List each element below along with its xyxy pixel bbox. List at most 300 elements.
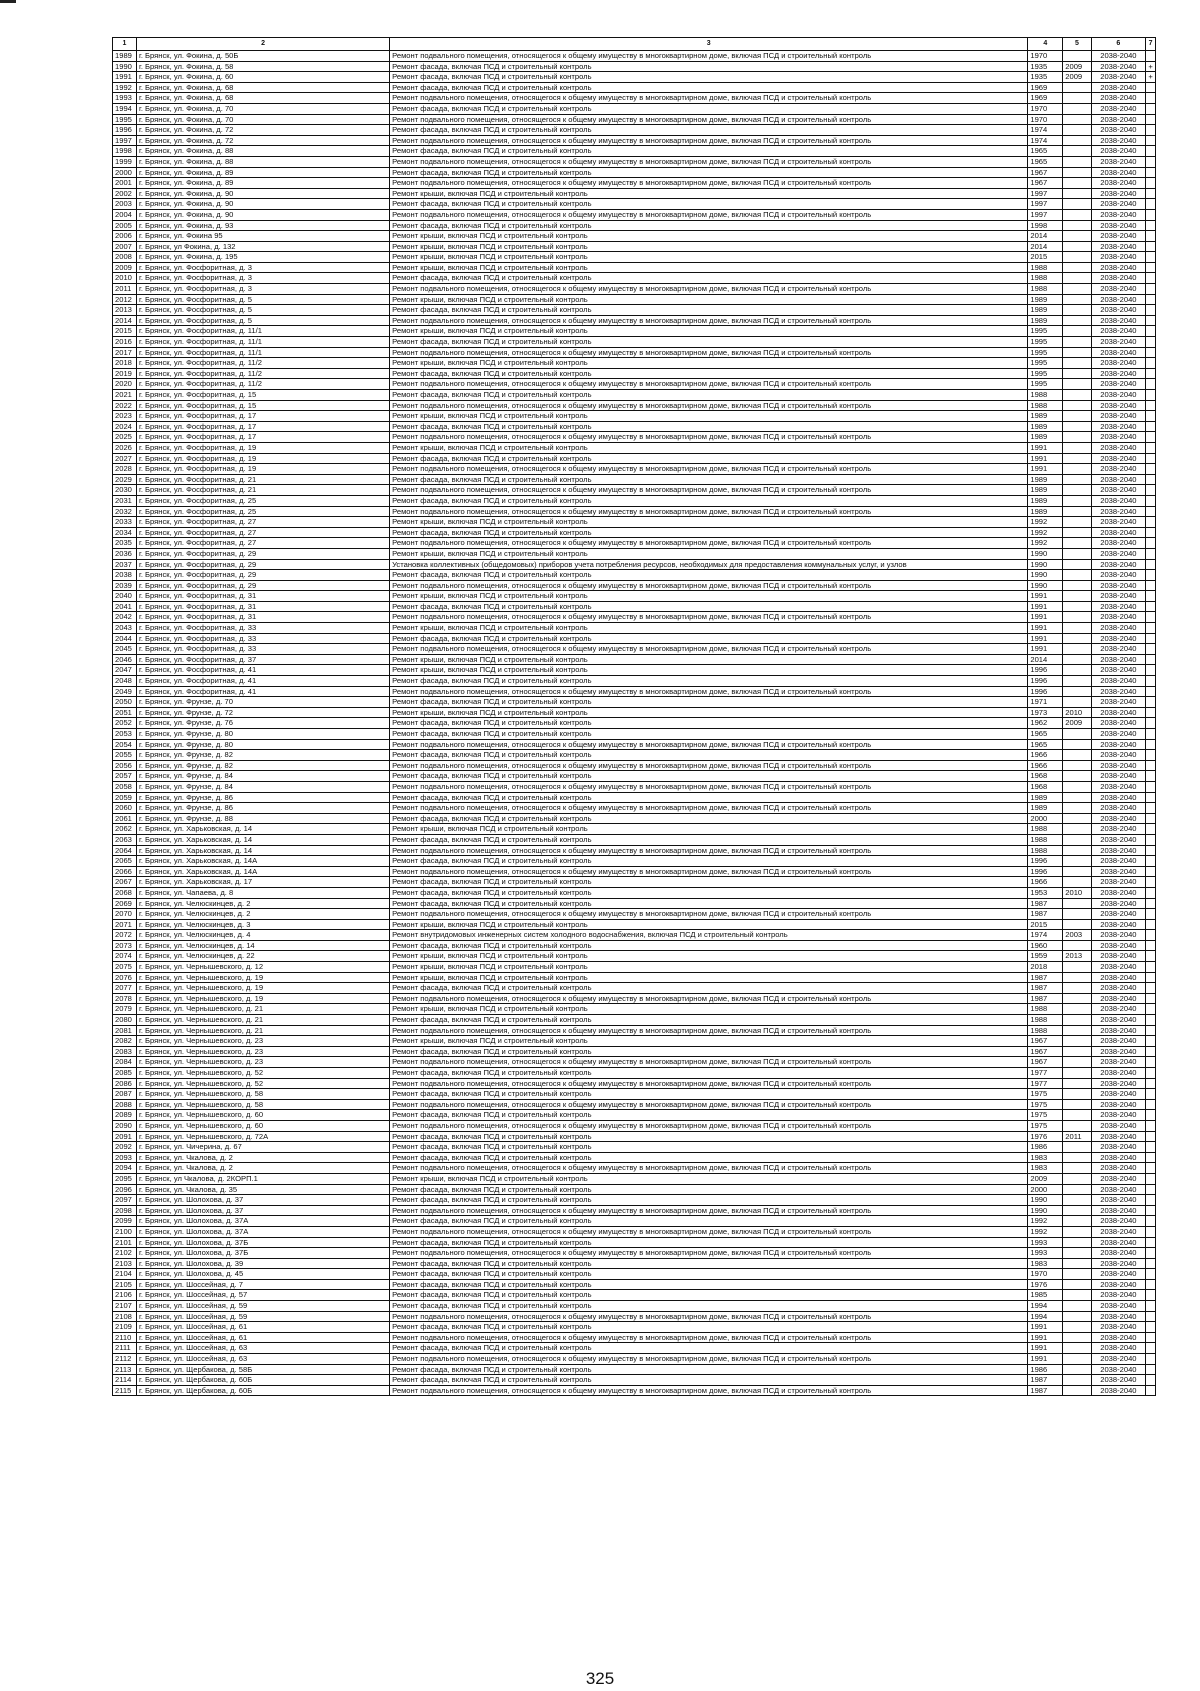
cell-work-type: Ремонт фасада, включая ПСД и строительный контроль xyxy=(390,474,1028,485)
cell-work-type: Ремонт подвального помещения, относящегося к общему имуществу в многоквартирном доме, включая ПСД и строительный контроль xyxy=(390,464,1028,475)
cell-row-number: 2005 xyxy=(113,220,137,231)
cell-work-type: Ремонт фасада, включая ПСД и строительный контроль xyxy=(390,1279,1028,1290)
cell-planned-period: 2038-2040 xyxy=(1091,474,1146,485)
cell-planned-period: 2038-2040 xyxy=(1091,792,1146,803)
cell-row-number: 2069 xyxy=(113,898,137,909)
table-row xyxy=(113,262,1156,273)
cell-address: г. Брянск, ул. Харьковская, д. 14А xyxy=(137,856,390,867)
cell-work-type: Ремонт фасада, включая ПСД и строительный контроль xyxy=(390,792,1028,803)
cell-build-year: 1996 xyxy=(1028,686,1063,697)
cell-work-type: Ремонт фасада, включая ПСД и строительный контроль xyxy=(390,305,1028,316)
cell-planned-period: 2038-2040 xyxy=(1091,1269,1146,1280)
cell-last-repair-year xyxy=(1063,1036,1091,1047)
cell-address: г. Брянск, ул. Челюскинцев, д. 3 xyxy=(137,919,390,930)
cell-last-repair-year xyxy=(1063,273,1091,284)
table-row xyxy=(113,750,1156,761)
cell-work-type: Ремонт крыши, включая ПСД и строительный контроль xyxy=(390,1173,1028,1184)
cell-row-number: 2075 xyxy=(113,962,137,973)
cell-last-repair-year xyxy=(1063,813,1091,824)
cell-last-repair-year xyxy=(1063,824,1091,835)
cell-planned-period: 2038-2040 xyxy=(1091,114,1146,125)
cell-row-number: 2051 xyxy=(113,707,137,718)
table-row xyxy=(113,347,1156,358)
cell-row-number: 2061 xyxy=(113,813,137,824)
cell-work-type: Ремонт подвального помещения, относящегося к общему имуществу в многоквартирном доме, включая ПСД и строительный контроль xyxy=(390,1226,1028,1237)
table-row xyxy=(113,1332,1156,1343)
cell-build-year: 1971 xyxy=(1028,697,1063,708)
cell-work-type: Ремонт фасада, включая ПСД и строительный контроль xyxy=(390,1089,1028,1100)
cell-work-type: Ремонт фасада, включая ПСД и строительный контроль xyxy=(390,1152,1028,1163)
table-row xyxy=(113,972,1156,983)
header-col-5: 5 xyxy=(1063,38,1091,51)
cell-address: г. Брянск, ул. Щербакова, д. 60Б xyxy=(137,1375,390,1386)
cell-address: г. Брянск, ул. Фокина, д. 68 xyxy=(137,82,390,93)
cell-address: г. Брянск, ул. Щербакова, д. 60Б xyxy=(137,1385,390,1396)
cell-flag xyxy=(1146,1237,1156,1248)
cell-address: г. Брянск, ул. Фокина, д. 90 xyxy=(137,199,390,210)
cell-work-type: Ремонт фасада, включая ПСД и строительный контроль xyxy=(390,633,1028,644)
cell-row-number: 2110 xyxy=(113,1332,137,1343)
cell-build-year: 1960 xyxy=(1028,940,1063,951)
table-row xyxy=(113,538,1156,549)
cell-work-type: Ремонт крыши, включая ПСД и строительный контроль xyxy=(390,442,1028,453)
table-row xyxy=(113,591,1156,602)
cell-work-type: Ремонт фасада, включая ПСД и строительный контроль xyxy=(390,729,1028,740)
cell-planned-period: 2038-2040 xyxy=(1091,1332,1146,1343)
cell-build-year: 1990 xyxy=(1028,1205,1063,1216)
cell-address: г. Брянск, ул. Чернышевского, д. 58 xyxy=(137,1099,390,1110)
cell-work-type: Ремонт крыши, включая ПСД и строительный контроль xyxy=(390,1004,1028,1015)
cell-build-year: 1967 xyxy=(1028,178,1063,189)
cell-planned-period: 2038-2040 xyxy=(1091,760,1146,771)
cell-planned-period: 2038-2040 xyxy=(1091,1089,1146,1100)
cell-last-repair-year xyxy=(1063,548,1091,559)
cell-build-year: 2015 xyxy=(1028,252,1063,263)
cell-address: г. Брянск, ул. Фосфоритная, д. 31 xyxy=(137,591,390,602)
table-row xyxy=(113,1248,1156,1259)
cell-row-number: 2028 xyxy=(113,464,137,475)
cell-build-year: 1994 xyxy=(1028,1301,1063,1312)
cell-last-repair-year xyxy=(1063,1152,1091,1163)
cell-last-repair-year xyxy=(1063,114,1091,125)
table-row xyxy=(113,739,1156,750)
cell-address: г. Брянск, ул. Чернышевского, д. 52 xyxy=(137,1068,390,1079)
cell-work-type: Ремонт подвального помещения, относящегося к общему имуществу в многоквартирном доме, включая ПСД и строительный контроль xyxy=(390,315,1028,326)
cell-flag xyxy=(1146,707,1156,718)
cell-address: г. Брянск, ул. Шоссейная, д. 61 xyxy=(137,1332,390,1343)
table-row xyxy=(113,209,1156,220)
cell-planned-period: 2038-2040 xyxy=(1091,1057,1146,1068)
cell-address: г. Брянск, ул. Фосфоритная, д. 41 xyxy=(137,665,390,676)
cell-address: г. Брянск, ул. Фосфоритная, д. 31 xyxy=(137,601,390,612)
table-row xyxy=(113,1142,1156,1153)
cell-row-number: 2024 xyxy=(113,421,137,432)
cell-address: г. Брянск, ул. Шолохова, д. 37А xyxy=(137,1226,390,1237)
table-row xyxy=(113,442,1156,453)
cell-planned-period: 2038-2040 xyxy=(1091,1375,1146,1386)
cell-flag xyxy=(1146,1332,1156,1343)
cell-flag xyxy=(1146,1004,1156,1015)
cell-address: г. Брянск, ул. Фокина, д. 90 xyxy=(137,188,390,199)
cell-work-type: Ремонт фасада, включая ПСД и строительный контроль xyxy=(390,1184,1028,1195)
cell-work-type: Ремонт фасада, включая ПСД и строительный контроль xyxy=(390,103,1028,114)
cell-work-type: Ремонт фасада, включая ПСД и строительный контроль xyxy=(390,676,1028,687)
cell-flag xyxy=(1146,178,1156,189)
cell-last-repair-year xyxy=(1063,1269,1091,1280)
cell-flag xyxy=(1146,273,1156,284)
cell-row-number: 1989 xyxy=(113,51,137,62)
table-row xyxy=(113,1036,1156,1047)
cell-address: г. Брянск, ул. Чернышевского, д. 21 xyxy=(137,1025,390,1036)
cell-planned-period: 2038-2040 xyxy=(1091,1385,1146,1396)
cell-address: г. Брянск, ул. Фрунзе, д. 84 xyxy=(137,781,390,792)
cell-flag xyxy=(1146,676,1156,687)
cell-flag xyxy=(1146,390,1156,401)
table-row xyxy=(113,368,1156,379)
cell-work-type: Ремонт фасада, включая ПСД и строительный контроль xyxy=(390,856,1028,867)
cell-address: г. Брянск, ул Чкалова, д. 2КОРП.1 xyxy=(137,1173,390,1184)
cell-build-year: 1995 xyxy=(1028,368,1063,379)
cell-build-year: 1995 xyxy=(1028,347,1063,358)
cell-flag xyxy=(1146,792,1156,803)
cell-planned-period: 2038-2040 xyxy=(1091,718,1146,729)
repair-registry-table xyxy=(112,37,1156,1396)
cell-address: г. Брянск, ул. Фосфоритная, д. 11/1 xyxy=(137,326,390,337)
cell-row-number: 2086 xyxy=(113,1078,137,1089)
cell-flag xyxy=(1146,400,1156,411)
cell-flag xyxy=(1146,1205,1156,1216)
cell-last-repair-year xyxy=(1063,697,1091,708)
cell-work-type: Ремонт крыши, включая ПСД и строительный контроль xyxy=(390,241,1028,252)
table-row xyxy=(113,676,1156,687)
cell-last-repair-year xyxy=(1063,792,1091,803)
cell-flag xyxy=(1146,464,1156,475)
cell-build-year: 1988 xyxy=(1028,834,1063,845)
cell-work-type: Ремонт подвального помещения, относящегося к общему имуществу в многоквартирном доме, включая ПСД и строительный контроль xyxy=(390,506,1028,517)
cell-row-number: 2074 xyxy=(113,951,137,962)
cell-build-year: 1988 xyxy=(1028,845,1063,856)
cell-row-number: 2076 xyxy=(113,972,137,983)
cell-address: г. Брянск, ул. Фрунзе, д. 70 xyxy=(137,697,390,708)
cell-work-type: Ремонт подвального помещения, относящегося к общему имуществу в многоквартирном доме, включая ПСД и строительный контроль xyxy=(390,760,1028,771)
cell-planned-period: 2038-2040 xyxy=(1091,337,1146,348)
cell-last-repair-year xyxy=(1063,1089,1091,1100)
cell-flag xyxy=(1146,506,1156,517)
cell-flag xyxy=(1146,135,1156,146)
cell-last-repair-year xyxy=(1063,93,1091,104)
cell-flag xyxy=(1146,527,1156,538)
cell-build-year: 1975 xyxy=(1028,1089,1063,1100)
cell-work-type: Ремонт подвального помещения, относящегося к общему имуществу в многоквартирном доме, включая ПСД и строительный контроль xyxy=(390,866,1028,877)
cell-last-repair-year xyxy=(1063,209,1091,220)
cell-flag xyxy=(1146,877,1156,888)
cell-work-type: Ремонт подвального помещения, относящегося к общему имуществу в многоквартирном доме, включая ПСД и строительный контроль xyxy=(390,781,1028,792)
cell-planned-period: 2038-2040 xyxy=(1091,750,1146,761)
cell-last-repair-year xyxy=(1063,1237,1091,1248)
cell-work-type: Ремонт крыши, включая ПСД и строительный контроль xyxy=(390,252,1028,263)
cell-last-repair-year xyxy=(1063,464,1091,475)
cell-build-year: 1970 xyxy=(1028,103,1063,114)
cell-last-repair-year xyxy=(1063,1216,1091,1227)
table-row xyxy=(113,1311,1156,1322)
table-row xyxy=(113,1237,1156,1248)
cell-last-repair-year xyxy=(1063,739,1091,750)
cell-last-repair-year xyxy=(1063,1311,1091,1322)
cell-address: г. Брянск, ул. Чернышевского, д. 19 xyxy=(137,983,390,994)
table-row xyxy=(113,1120,1156,1131)
cell-build-year: 1988 xyxy=(1028,400,1063,411)
cell-flag xyxy=(1146,1279,1156,1290)
cell-last-repair-year xyxy=(1063,591,1091,602)
cell-work-type: Ремонт подвального помещения, относящегося к общему имуществу в многоквартирном доме, включая ПСД и строительный контроль xyxy=(390,51,1028,62)
cell-work-type: Ремонт крыши, включая ПСД и строительный контроль xyxy=(390,972,1028,983)
table-row xyxy=(113,729,1156,740)
cell-address: г. Брянск, ул. Чернышевского, д. 52 xyxy=(137,1078,390,1089)
cell-row-number: 2071 xyxy=(113,919,137,930)
cell-flag xyxy=(1146,803,1156,814)
cell-row-number: 2108 xyxy=(113,1311,137,1322)
cell-planned-period: 2038-2040 xyxy=(1091,887,1146,898)
cell-row-number: 2016 xyxy=(113,337,137,348)
cell-row-number: 2063 xyxy=(113,834,137,845)
cell-build-year: 1989 xyxy=(1028,495,1063,506)
cell-address: г. Брянск, ул Фокина, д. 132 xyxy=(137,241,390,252)
cell-planned-period: 2038-2040 xyxy=(1091,866,1146,877)
cell-planned-period: 2038-2040 xyxy=(1091,538,1146,549)
table-row xyxy=(113,241,1156,252)
cell-build-year: 1989 xyxy=(1028,792,1063,803)
table-row xyxy=(113,792,1156,803)
cell-row-number: 2073 xyxy=(113,940,137,951)
cell-build-year: 1993 xyxy=(1028,1237,1063,1248)
cell-row-number: 2064 xyxy=(113,845,137,856)
cell-last-repair-year xyxy=(1063,993,1091,1004)
cell-planned-period: 2038-2040 xyxy=(1091,1301,1146,1312)
cell-work-type: Ремонт фасада, включая ПСД и строительный контроль xyxy=(390,220,1028,231)
cell-last-repair-year xyxy=(1063,644,1091,655)
cell-address: г. Брянск, ул. Челюскинцев, д. 14 xyxy=(137,940,390,951)
scan-corner-mark xyxy=(0,0,16,3)
cell-planned-period: 2038-2040 xyxy=(1091,1354,1146,1365)
cell-row-number: 2056 xyxy=(113,760,137,771)
cell-build-year: 1991 xyxy=(1028,623,1063,634)
table-row xyxy=(113,909,1156,920)
cell-flag xyxy=(1146,82,1156,93)
cell-last-repair-year xyxy=(1063,294,1091,305)
cell-row-number: 2113 xyxy=(113,1364,137,1375)
cell-address: г. Брянск, ул. Шоссейная, д. 7 xyxy=(137,1279,390,1290)
cell-flag xyxy=(1146,1131,1156,1142)
cell-last-repair-year xyxy=(1063,601,1091,612)
cell-last-repair-year xyxy=(1063,1322,1091,1333)
cell-flag xyxy=(1146,167,1156,178)
table-row xyxy=(113,580,1156,591)
cell-flag xyxy=(1146,686,1156,697)
cell-address: г. Брянск, ул. Фосфоритная, д. 5 xyxy=(137,305,390,316)
cell-planned-period: 2038-2040 xyxy=(1091,485,1146,496)
cell-flag xyxy=(1146,315,1156,326)
cell-planned-period: 2038-2040 xyxy=(1091,559,1146,570)
cell-row-number: 2095 xyxy=(113,1173,137,1184)
cell-planned-period: 2038-2040 xyxy=(1091,548,1146,559)
cell-address: г. Брянск, ул. Фосфоритная, д. 11/2 xyxy=(137,368,390,379)
cell-address: г. Брянск, ул. Фосфоритная, д. 5 xyxy=(137,315,390,326)
cell-flag xyxy=(1146,930,1156,941)
cell-flag xyxy=(1146,379,1156,390)
cell-build-year: 1983 xyxy=(1028,1163,1063,1174)
cell-row-number: 2043 xyxy=(113,623,137,634)
table-row xyxy=(113,199,1156,210)
cell-build-year: 1988 xyxy=(1028,1025,1063,1036)
table-row xyxy=(113,845,1156,856)
cell-row-number: 2000 xyxy=(113,167,137,178)
table-row xyxy=(113,82,1156,93)
cell-address: г. Брянск, ул. Чкалова, д. 2 xyxy=(137,1163,390,1174)
cell-last-repair-year xyxy=(1063,527,1091,538)
cell-planned-period: 2038-2040 xyxy=(1091,601,1146,612)
cell-planned-period: 2038-2040 xyxy=(1091,813,1146,824)
cell-planned-period: 2038-2040 xyxy=(1091,729,1146,740)
cell-work-type: Ремонт фасада, включая ПСД и строительный контроль xyxy=(390,1015,1028,1026)
cell-row-number: 2039 xyxy=(113,580,137,591)
cell-row-number: 2106 xyxy=(113,1290,137,1301)
cell-row-number: 2065 xyxy=(113,856,137,867)
cell-last-repair-year: 2011 xyxy=(1063,1131,1091,1142)
cell-last-repair-year xyxy=(1063,1354,1091,1365)
cell-flag xyxy=(1146,993,1156,1004)
cell-planned-period: 2038-2040 xyxy=(1091,824,1146,835)
table-row xyxy=(113,1057,1156,1068)
cell-work-type: Ремонт фасада, включая ПСД и строительный контроль xyxy=(390,1046,1028,1057)
table-row xyxy=(113,273,1156,284)
cell-row-number: 2104 xyxy=(113,1269,137,1280)
cell-work-type: Ремонт фасада, включая ПСД и строительный контроль xyxy=(390,887,1028,898)
cell-flag xyxy=(1146,93,1156,104)
cell-address: г. Брянск, ул. Фосфоритная, д. 27 xyxy=(137,527,390,538)
cell-last-repair-year xyxy=(1063,1015,1091,1026)
table-row xyxy=(113,1301,1156,1312)
cell-flag xyxy=(1146,601,1156,612)
cell-work-type: Ремонт подвального помещения, относящегося к общему имуществу в многоквартирном доме, включая ПСД и строительный контроль xyxy=(390,1099,1028,1110)
cell-flag xyxy=(1146,644,1156,655)
table-row xyxy=(113,1290,1156,1301)
cell-work-type: Ремонт подвального помещения, относящегося к общему имуществу в многоквартирном доме, включая ПСД и строительный контроль xyxy=(390,1332,1028,1343)
cell-last-repair-year xyxy=(1063,919,1091,930)
cell-address: г. Брянск, ул. Фокина, д. 89 xyxy=(137,178,390,189)
cell-flag: + xyxy=(1146,72,1156,83)
cell-last-repair-year xyxy=(1063,400,1091,411)
cell-flag xyxy=(1146,432,1156,443)
cell-row-number: 2009 xyxy=(113,262,137,273)
cell-planned-period: 2038-2040 xyxy=(1091,167,1146,178)
cell-flag xyxy=(1146,1068,1156,1079)
cell-build-year: 1970 xyxy=(1028,1269,1063,1280)
cell-flag xyxy=(1146,284,1156,295)
cell-last-repair-year xyxy=(1063,1173,1091,1184)
cell-address: г. Брянск, ул. Чернышевского, д. 58 xyxy=(137,1089,390,1100)
cell-last-repair-year xyxy=(1063,379,1091,390)
cell-planned-period: 2038-2040 xyxy=(1091,1237,1146,1248)
cell-work-type: Ремонт подвального помещения, относящегося к общему имуществу в многоквартирном доме, включая ПСД и строительный контроль xyxy=(390,686,1028,697)
cell-address: г. Брянск, ул. Фосфоритная, д. 33 xyxy=(137,623,390,634)
cell-planned-period: 2038-2040 xyxy=(1091,72,1146,83)
cell-row-number: 2080 xyxy=(113,1015,137,1026)
cell-build-year: 1988 xyxy=(1028,273,1063,284)
cell-work-type: Ремонт фасада, включая ПСД и строительный контроль xyxy=(390,1301,1028,1312)
cell-planned-period: 2038-2040 xyxy=(1091,856,1146,867)
cell-planned-period: 2038-2040 xyxy=(1091,877,1146,888)
cell-planned-period: 2038-2040 xyxy=(1091,125,1146,136)
cell-address: г. Брянск, ул. Фрунзе, д. 86 xyxy=(137,803,390,814)
cell-address: г. Брянск, ул. Фосфоритная, д. 37 xyxy=(137,654,390,665)
cell-planned-period: 2038-2040 xyxy=(1091,241,1146,252)
cell-last-repair-year xyxy=(1063,781,1091,792)
cell-build-year: 1991 xyxy=(1028,1322,1063,1333)
cell-address: г. Брянск, ул. Чапаева, д. 8 xyxy=(137,887,390,898)
cell-work-type: Ремонт фасада, включая ПСД и строительный контроль xyxy=(390,1269,1028,1280)
cell-row-number: 2025 xyxy=(113,432,137,443)
cell-last-repair-year xyxy=(1063,559,1091,570)
cell-build-year: 1975 xyxy=(1028,1099,1063,1110)
table-row xyxy=(113,432,1156,443)
table-row xyxy=(113,1216,1156,1227)
table-row xyxy=(113,633,1156,644)
cell-last-repair-year xyxy=(1063,771,1091,782)
cell-build-year: 1987 xyxy=(1028,1385,1063,1396)
cell-last-repair-year xyxy=(1063,442,1091,453)
cell-planned-period: 2038-2040 xyxy=(1091,781,1146,792)
cell-work-type: Ремонт фасада, включая ПСД и строительный контроль xyxy=(390,940,1028,951)
cell-address: г. Брянск, ул. Фосфоритная, д. 19 xyxy=(137,464,390,475)
cell-row-number: 2015 xyxy=(113,326,137,337)
cell-build-year: 1975 xyxy=(1028,1120,1063,1131)
cell-row-number: 1991 xyxy=(113,72,137,83)
cell-last-repair-year xyxy=(1063,495,1091,506)
cell-flag xyxy=(1146,1216,1156,1227)
cell-row-number: 2070 xyxy=(113,909,137,920)
cell-last-repair-year xyxy=(1063,1205,1091,1216)
cell-work-type: Ремонт фасада, включая ПСД и строительный контроль xyxy=(390,750,1028,761)
cell-build-year: 1986 xyxy=(1028,1142,1063,1153)
cell-last-repair-year xyxy=(1063,570,1091,581)
cell-last-repair-year xyxy=(1063,834,1091,845)
cell-planned-period: 2038-2040 xyxy=(1091,686,1146,697)
cell-last-repair-year xyxy=(1063,1226,1091,1237)
table-row xyxy=(113,771,1156,782)
cell-work-type: Ремонт подвального помещения, относящегося к общему имуществу в многоквартирном доме, включая ПСД и строительный контроль xyxy=(390,1248,1028,1259)
cell-build-year: 1976 xyxy=(1028,1279,1063,1290)
cell-work-type: Ремонт фасада, включая ПСД и строительный контроль xyxy=(390,125,1028,136)
cell-flag xyxy=(1146,1142,1156,1153)
table-row xyxy=(113,824,1156,835)
cell-flag xyxy=(1146,538,1156,549)
cell-build-year: 2014 xyxy=(1028,654,1063,665)
cell-address: г. Брянск, ул. Фокина, д. 70 xyxy=(137,103,390,114)
cell-flag xyxy=(1146,1057,1156,1068)
table-row xyxy=(113,1279,1156,1290)
cell-work-type: Ремонт фасада, включая ПСД и строительный контроль xyxy=(390,368,1028,379)
cell-planned-period: 2038-2040 xyxy=(1091,1279,1146,1290)
table-row xyxy=(113,358,1156,369)
cell-planned-period: 2038-2040 xyxy=(1091,156,1146,167)
cell-last-repair-year xyxy=(1063,146,1091,157)
cell-build-year: 1935 xyxy=(1028,72,1063,83)
cell-work-type: Ремонт фасада, включая ПСД и строительный контроль xyxy=(390,82,1028,93)
cell-last-repair-year xyxy=(1063,983,1091,994)
cell-work-type: Ремонт фасада, включая ПСД и строительный контроль xyxy=(390,61,1028,72)
cell-planned-period: 2038-2040 xyxy=(1091,61,1146,72)
cell-build-year: 1991 xyxy=(1028,591,1063,602)
